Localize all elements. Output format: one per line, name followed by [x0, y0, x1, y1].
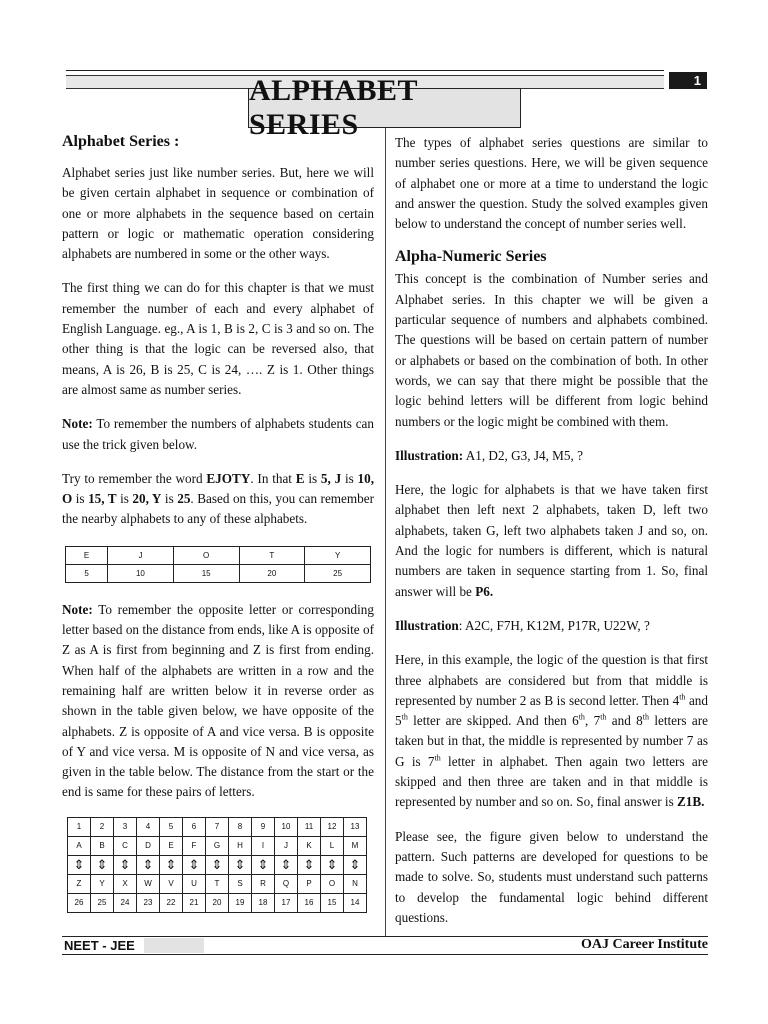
opposite-note-paragraph [62, 600, 374, 803]
table-cell: ⇕ [137, 855, 160, 874]
table-cell: ⇕ [91, 855, 114, 874]
table-cell: L [321, 836, 344, 855]
illustration-text: : A2C, F7H, K12M, P17R, U22W, ? [458, 617, 650, 633]
table-cell: C [114, 836, 137, 855]
text-run: and 5 [395, 692, 708, 729]
table-cell: P [298, 874, 321, 893]
text-run: is [161, 491, 178, 507]
answer: Z1B. [677, 794, 705, 810]
table-cell: 25 [305, 564, 371, 582]
table-cell: 7 [206, 817, 229, 836]
table-cell: 2 [91, 817, 114, 836]
table-cell: 5 [160, 817, 183, 836]
table-row [68, 836, 367, 855]
table-cell: K [298, 836, 321, 855]
table-row [66, 546, 371, 564]
table-cell: E [66, 546, 108, 564]
table-cell: 19 [229, 893, 252, 912]
note-text: To remember the opposite letter or corresponding letter based on the distance from ends, like A is opposite of Z as A is first from beginning and Z is first from ending. When half of the alphabets are written in a row and the remaining half are written below it in reverse order as shown in the table given below, we have opposite of the alphabets. Z is opposite of A and vice versa. B is opposite of Y and vice versa. M is opposite of N and vice versa, as given in the table below. The distance from the start or the end is same for these pairs of letters. [62, 601, 374, 800]
table-cell: 9 [252, 817, 275, 836]
table-cell: G [206, 836, 229, 855]
table-cell: O [321, 874, 344, 893]
table-cell: ⇕ [344, 855, 367, 874]
text-run: , 7 [584, 713, 601, 729]
superscript: th [434, 753, 441, 763]
table-row [68, 817, 367, 836]
column-divider [385, 128, 386, 936]
section-heading: Alphabet Series : [62, 133, 180, 150]
table-cell: O [173, 546, 239, 564]
superscript: th [600, 712, 607, 722]
table-cell: 3 [114, 817, 137, 836]
table-cell: 4 [137, 817, 160, 836]
table-cell: 22 [160, 893, 183, 912]
table-cell: ⇕ [114, 855, 137, 874]
illustration-1 [395, 446, 708, 466]
table-cell: 15 [173, 564, 239, 582]
table-cell: 23 [137, 893, 160, 912]
table-cell: 5 [66, 564, 108, 582]
top-rule [66, 70, 664, 71]
table-cell: S [229, 874, 252, 893]
bold-run: 20, Y [132, 491, 162, 507]
text-run: is [304, 470, 321, 486]
table-cell: J [275, 836, 298, 855]
table-cell: M [344, 836, 367, 855]
note-label: Note: [62, 416, 93, 432]
table-cell: ⇕ [252, 855, 275, 874]
alphanumeric-paragraph: This concept is the combination of Number series and Alphabet series. In this chapter we will be given a particular sequence of numbers and alphabets combined. The questions will be based on certain pattern of number or alphabets or based on the combination of both. In other words, we can say that there might be possible that the logic behind letters will be different from logic behind numbers or the logic might be combined with them. [395, 271, 708, 429]
pattern-paragraph: Please see, the figure given below to understand the pattern. Such patterns are developed for questions to be made to solve. So, students must understand such patterns to develop the fundamental logic behind different questions. [395, 828, 708, 925]
table-cell: 13 [344, 817, 367, 836]
table-cell: 8 [229, 817, 252, 836]
table-cell: Y [305, 546, 371, 564]
table-cell: E [160, 836, 183, 855]
right-column [395, 133, 708, 928]
table-cell: F [183, 836, 206, 855]
explanation-1 [395, 480, 708, 602]
table-cell: W [137, 874, 160, 893]
table-cell: 12 [321, 817, 344, 836]
footer [62, 936, 708, 956]
table-cell: 24 [114, 893, 137, 912]
superscript: th [679, 692, 686, 702]
chapter-title-box [248, 74, 521, 141]
left-column [62, 133, 374, 913]
table-cell: ⇕ [275, 855, 298, 874]
footer-bottom-rule [62, 954, 708, 955]
ejoty-word: EJOTY [206, 470, 251, 486]
table-cell: I [252, 836, 275, 855]
text-run: and 8 [606, 713, 643, 729]
table-cell: 10 [275, 817, 298, 836]
intro-paragraph: Alphabet series just like number series. But, here we will be given certain alphabet in sequence or combination of one or more alphabets in the sequence based on certain pattern or logic or mathematic operation considering alphabets are numbered in some or the other ways. [62, 165, 374, 262]
text-run: letters are taken but in that, the middle is represented by number 7 as G is 7 [395, 713, 708, 769]
table-cell: 10 [108, 564, 174, 582]
table-cell: 25 [91, 893, 114, 912]
illustration-text: A1, D2, G3, J4, M5, ? [463, 447, 583, 463]
table-cell: ⇕ [298, 855, 321, 874]
table-cell: ⇕ [321, 855, 344, 874]
text-run: Here, in this example, the logic of the question is that first three alphabets are considered but from that middle is represented by number 2 as B is second letter. Then 4 [395, 652, 708, 708]
table-row [68, 874, 367, 893]
superscript: th [642, 712, 649, 722]
text-run: letter in alphabet. Then again two letters are skipped and then three are taken and in that middle is represented by number and so on. So, final answer is [395, 753, 708, 810]
bold-run: E [295, 470, 305, 486]
superscript: th [401, 712, 408, 722]
ejoty-table [65, 546, 371, 583]
table-cell: J [108, 546, 174, 564]
table-cell: U [183, 874, 206, 893]
footer-exam: NEET - JEE [64, 938, 135, 953]
superscript: th [578, 712, 585, 722]
footer-institute: OAJ Career Institute [580, 937, 708, 952]
table-cell: 14 [344, 893, 367, 912]
bold-run: 25 [177, 491, 191, 507]
table-row [68, 855, 367, 874]
page-number: 1 [669, 72, 707, 89]
table-cell: ⇕ [229, 855, 252, 874]
types-paragraph: The types of alphabet series questions are similar to number series questions. Here, we will be given sequence of alphabet one or more at a time to understand the logic and answer the question. Study the solved examples given below to understand the concept of number series well. [395, 135, 708, 232]
chapter-title: ALPHABET SERIES [249, 74, 418, 141]
table-cell: V [160, 874, 183, 893]
table-cell: ⇕ [160, 855, 183, 874]
text-run: Try to remember the word [62, 470, 207, 486]
table-row [66, 564, 371, 582]
footer-shade [144, 938, 204, 953]
table-cell: 16 [298, 893, 321, 912]
table-cell: R [252, 874, 275, 893]
bold-run: 15, T [88, 491, 117, 507]
table-cell: ⇕ [183, 855, 206, 874]
text-run: . In that [250, 470, 296, 486]
numbering-paragraph: The first thing we can do for this chapter is that we must remember the number of each and every alphabet of English Language. eg., A is 1, B is 2, C is 3 and so on. The other thing is that the logic can be reversed also, that means, A is 26, B is 25, C is 24, …. Z is 1. Other things are almost same as number series. [62, 280, 374, 397]
explanation-2 [395, 650, 708, 812]
text-run: is [72, 491, 89, 507]
table-cell: 20 [239, 564, 305, 582]
note-label: Note: [62, 601, 93, 617]
table-cell: T [206, 874, 229, 893]
table-cell: T [239, 546, 305, 564]
note-text: To remember the numbers of alphabets students can use the trick given below. [62, 416, 374, 452]
text-run: is [341, 470, 358, 486]
table-cell: ⇕ [68, 855, 91, 874]
table-cell: 26 [68, 893, 91, 912]
bold-run: 5, J [320, 470, 342, 486]
table-cell: 1 [68, 817, 91, 836]
table-cell: 6 [183, 817, 206, 836]
table-cell: 20 [206, 893, 229, 912]
table-cell: Y [91, 874, 114, 893]
illustration-2 [395, 616, 708, 636]
illustration-label: Illustration: [395, 447, 464, 463]
illustration-label: Illustration [395, 617, 459, 633]
text-run: Here, the logic for alphabets is that we have taken first alphabet then left next 2 alphabets, taken D, left two alphabets, taken G, left two alphabets taken J and so, on. And the logic for numbers is different, which is natural numbers are taken in sequence starting from 1. So, final answer will be [395, 482, 708, 599]
opposite-letters-table [67, 817, 367, 913]
table-cell: 18 [252, 893, 275, 912]
table-cell: B [91, 836, 114, 855]
text-run: letter are skipped. And then 6 [407, 713, 579, 729]
table-cell: A [68, 836, 91, 855]
bold-run: 10, O [62, 470, 375, 507]
table-cell: Z [68, 874, 91, 893]
table-cell: 21 [183, 893, 206, 912]
table-cell: 15 [321, 893, 344, 912]
section-heading: Alpha-Numeric Series [395, 248, 547, 266]
ejoty-paragraph [62, 469, 374, 530]
table-cell: D [137, 836, 160, 855]
note-paragraph [62, 414, 374, 455]
table-cell: H [229, 836, 252, 855]
table-cell: Q [275, 874, 298, 893]
table-cell: ⇕ [206, 855, 229, 874]
table-cell: 17 [275, 893, 298, 912]
table-cell: X [114, 874, 137, 893]
table-cell: N [344, 874, 367, 893]
answer: P6. [475, 583, 494, 599]
text-run: . Based on this, you can remember the nearby alphabets to any of these alphabets. [62, 491, 375, 527]
table-row [68, 893, 367, 912]
text-run: is [116, 491, 133, 507]
table-cell: 11 [298, 817, 321, 836]
